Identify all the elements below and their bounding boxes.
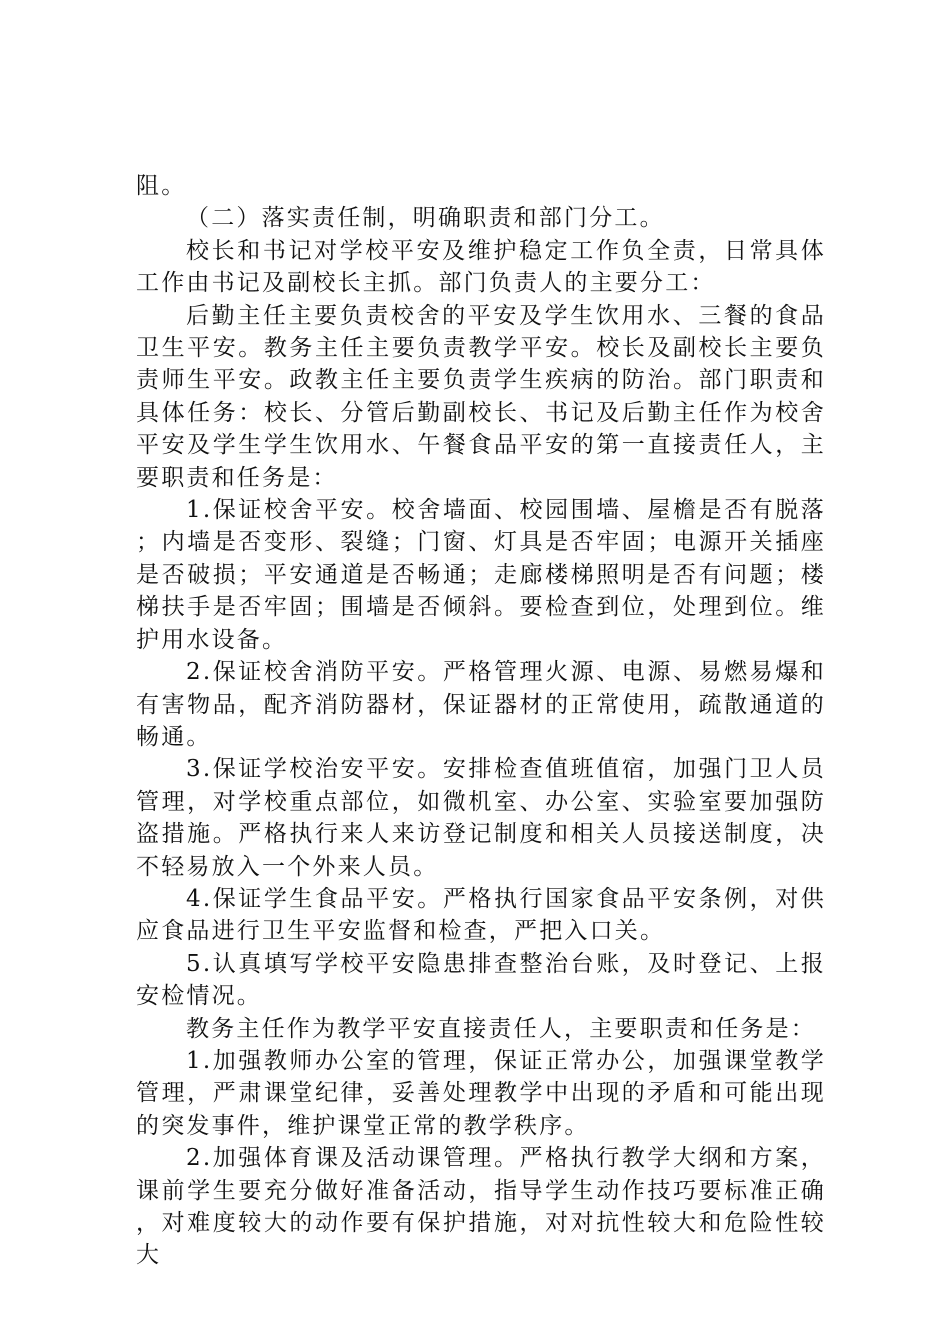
section-heading: （二）落实责任制，明确职责和部门分工。 — [186, 205, 665, 232]
paragraph: 教务主任作为教学平安直接责任人，主要职责和任务是： — [186, 1015, 816, 1042]
list-item: 1.保证校舍平安。校舍墙面、校园围墙、屋檐是否有脱落；内墙是否变形、裂缝；门窗、灯具是否牢固；电源开关插座是否破损；平安通道是否畅通；走廊楼梯照明是否有问题；楼梯扶手是否牢固；围墙是否倾斜。要检查到位，处理到位。维护用水设备。 — [136, 497, 826, 653]
paragraph: 校长和书记对学校平安及维护稳定工作负全责，日常具体工作由书记及副校长主抓。部门负责人的主要分工： — [136, 237, 826, 297]
list-item: 2.加强体育课及活动课管理。严格执行教学大纲和方案，课前学生要充分做好准备活动，指导学生动作技巧要标准正确，对难度较大的动作要有保护措施，对对抗性较大和危险性较大 — [136, 1145, 826, 1269]
paragraph: 后勤主任主要负责校舍的平安及学生饮用水、三餐的食品卫生平安。教务主任主要负责教学平安。校长及副校长主要负责师生平安。政教主任主要负责学生疾病的防治。部门职责和具体任务：校长、分管后勤副校长、书记及后勤主任作为校舍平安及学生学生饮用水、午餐食品平安的第一直接责任人，主要职责和任务是： — [136, 302, 826, 491]
list-item: 5.认真填写学校平安隐患排查整治台账，及时登记、上报安检情况。 — [136, 950, 826, 1010]
list-item: 2.保证校舍消防平安。严格管理火源、电源、易燃易爆和有害物品，配齐消防器材，保证器材的正常使用，疏散通道的畅通。 — [136, 659, 826, 750]
document-body — [136, 170, 826, 1272]
list-item: 4.保证学生食品平安。严格执行国家食品平安条例，对供应食品进行卫生平安监督和检查，严把入口关。 — [136, 885, 826, 945]
list-item: 1.加强教师办公室的管理，保证正常办公，加强课堂教学管理，严肃课堂纪律，妥善处理教学中出现的矛盾和可能出现的突发事件，维护课堂正常的教学秩序。 — [136, 1047, 826, 1139]
paragraph-continuation: 阻。 — [136, 173, 187, 199]
list-item: 3.保证学校治安平安。安排检查值班值宿，加强门卫人员管理，对学校重点部位，如微机室、办公室、实验室要加强防盗措施。严格执行来人来访登记制度和相关人员接送制度，决不轻易放入一个外来人员。 — [136, 756, 826, 880]
